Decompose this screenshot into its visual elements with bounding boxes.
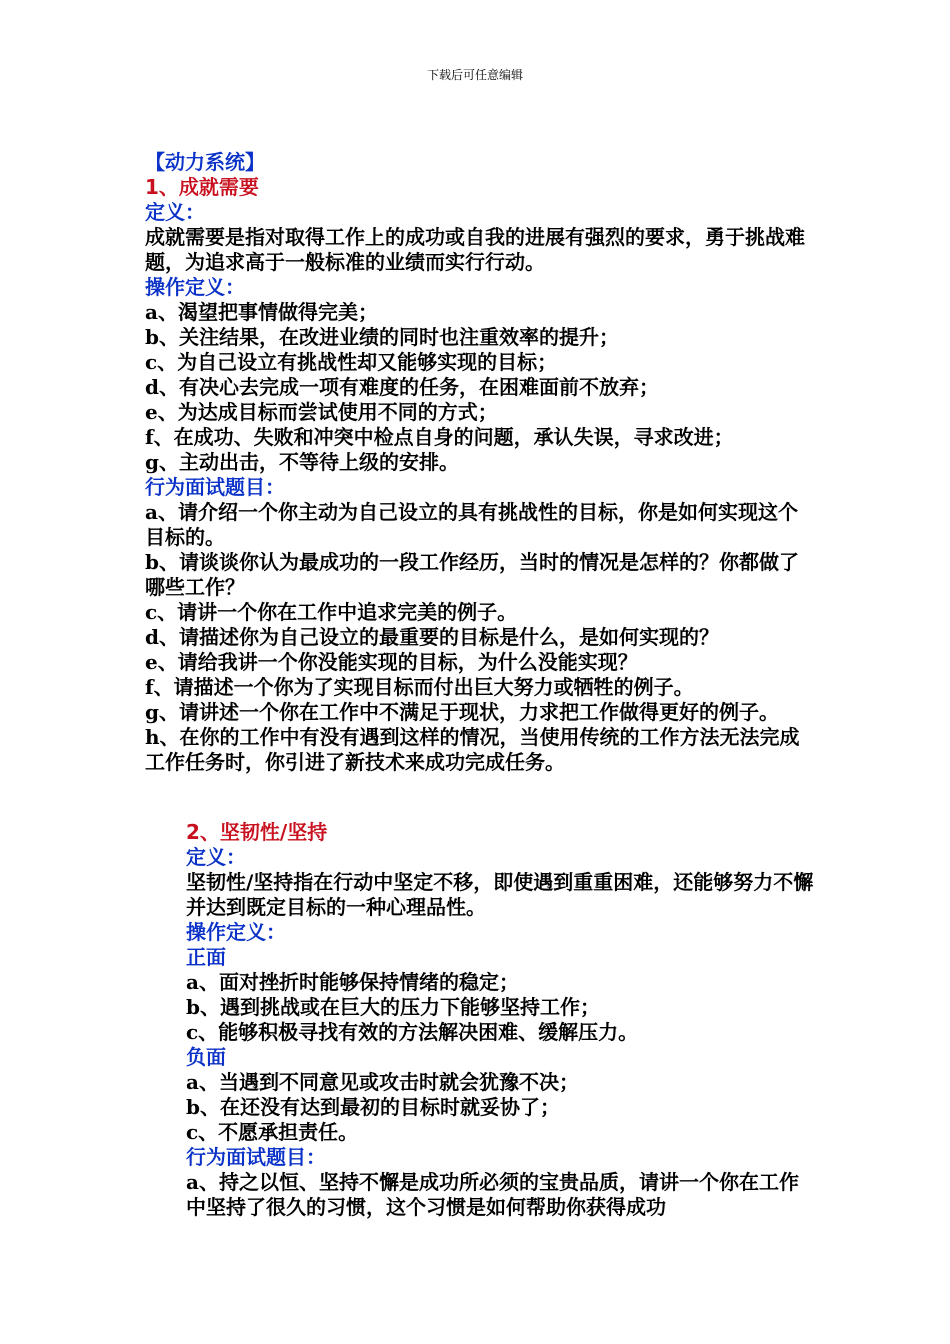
list-item: a、面对挫折时能够保持情绪的稳定； <box>186 970 519 994</box>
page-header: 下载后可任意编辑 <box>426 68 523 82</box>
interview-questions-label: 行为面试题目： <box>145 475 285 499</box>
definition-label: 定义： <box>145 200 205 224</box>
section-achievement <box>145 150 815 775</box>
positive-label: 正面 <box>186 945 226 969</box>
operational-definition-label: 操作定义： <box>186 920 286 944</box>
list-item: e、请给我讲一个你没能实现的目标，为什么没能实现？ <box>145 650 638 674</box>
list-item: c、请讲一个你在工作中追求完美的例子。 <box>145 600 518 624</box>
system-title: 【动力系统】 <box>145 150 265 174</box>
list-item: g、主动出击，不等待上级的安排。 <box>145 450 459 474</box>
list-item: d、请描述你为自己设立的最重要的目标是什么，是如何实现的？ <box>145 625 719 649</box>
list-item: a、请介绍一个你主动为自己设立的具有挑战性的目标，你是如何实现这个目标的。 <box>145 500 798 549</box>
list-item: h、在你的工作中有没有遇到这样的情况，当使用传统的工作方法无法完成工作任务时，你引进了新技术来成功完成任务。 <box>145 725 800 774</box>
list-item: b、在还没有达到最初的目标时就妥协了； <box>186 1095 560 1119</box>
list-item: g、请讲述一个你在工作中不满足于现状，力求把工作做得更好的例子。 <box>145 700 779 724</box>
section-title: 2、坚韧性/坚持 <box>186 820 328 844</box>
list-item: c、不愿承担责任。 <box>186 1120 359 1144</box>
list-item: f、在成功、失败和冲突中检点自身的问题，承认失误，寻求改进； <box>145 425 734 449</box>
list-item: d、有决心去完成一项有难度的任务，在困难面前不放弃； <box>145 375 659 399</box>
list-item: a、渴望把事情做得完美； <box>145 300 378 324</box>
list-item: b、请谈谈你认为最成功的一段工作经历，当时的情况是怎样的？你都做了哪些工作？ <box>145 550 799 599</box>
list-item: b、遇到挑战或在巨大的压力下能够坚持工作； <box>186 995 600 1019</box>
list-item: a、持之以恒、坚持不懈是成功所必须的宝贵品质，请讲一个你在工作中坚持了很久的习惯，这个习惯是如何帮助你获得成功 <box>186 1170 799 1219</box>
interview-questions-label: 行为面试题目： <box>186 1145 326 1169</box>
operational-definition-label: 操作定义： <box>145 275 245 299</box>
definition-text: 成就需要是指对取得工作上的成功或自我的进展有强烈的要求，勇于挑战难题，为追求高于一般标准的业绩而实行行动。 <box>145 225 805 274</box>
list-item: a、当遇到不同意见或攻击时就会犹豫不决； <box>186 1070 579 1094</box>
negative-label: 负面 <box>186 1045 226 1069</box>
list-item: e、为达成目标而尝试使用不同的方式； <box>145 400 498 424</box>
list-item: c、能够积极寻找有效的方法解决困难、缓解压力。 <box>186 1020 639 1044</box>
list-item: b、关注结果，在改进业绩的同时也注重效率的提升； <box>145 325 619 349</box>
section-perseverance <box>186 820 816 1220</box>
section-title: 1、成就需要 <box>145 175 259 199</box>
list-item: f、请描述一个你为了实现目标而付出巨大努力或牺牲的例子。 <box>145 675 694 699</box>
list-item: c、为自己设立有挑战性却又能够实现的目标； <box>145 350 558 374</box>
definition-text: 坚韧性/坚持指在行动中坚定不移，即使遇到重重困难，还能够努力不懈并达到既定目标的一种心理品性。 <box>186 870 814 919</box>
definition-label: 定义： <box>186 845 246 869</box>
